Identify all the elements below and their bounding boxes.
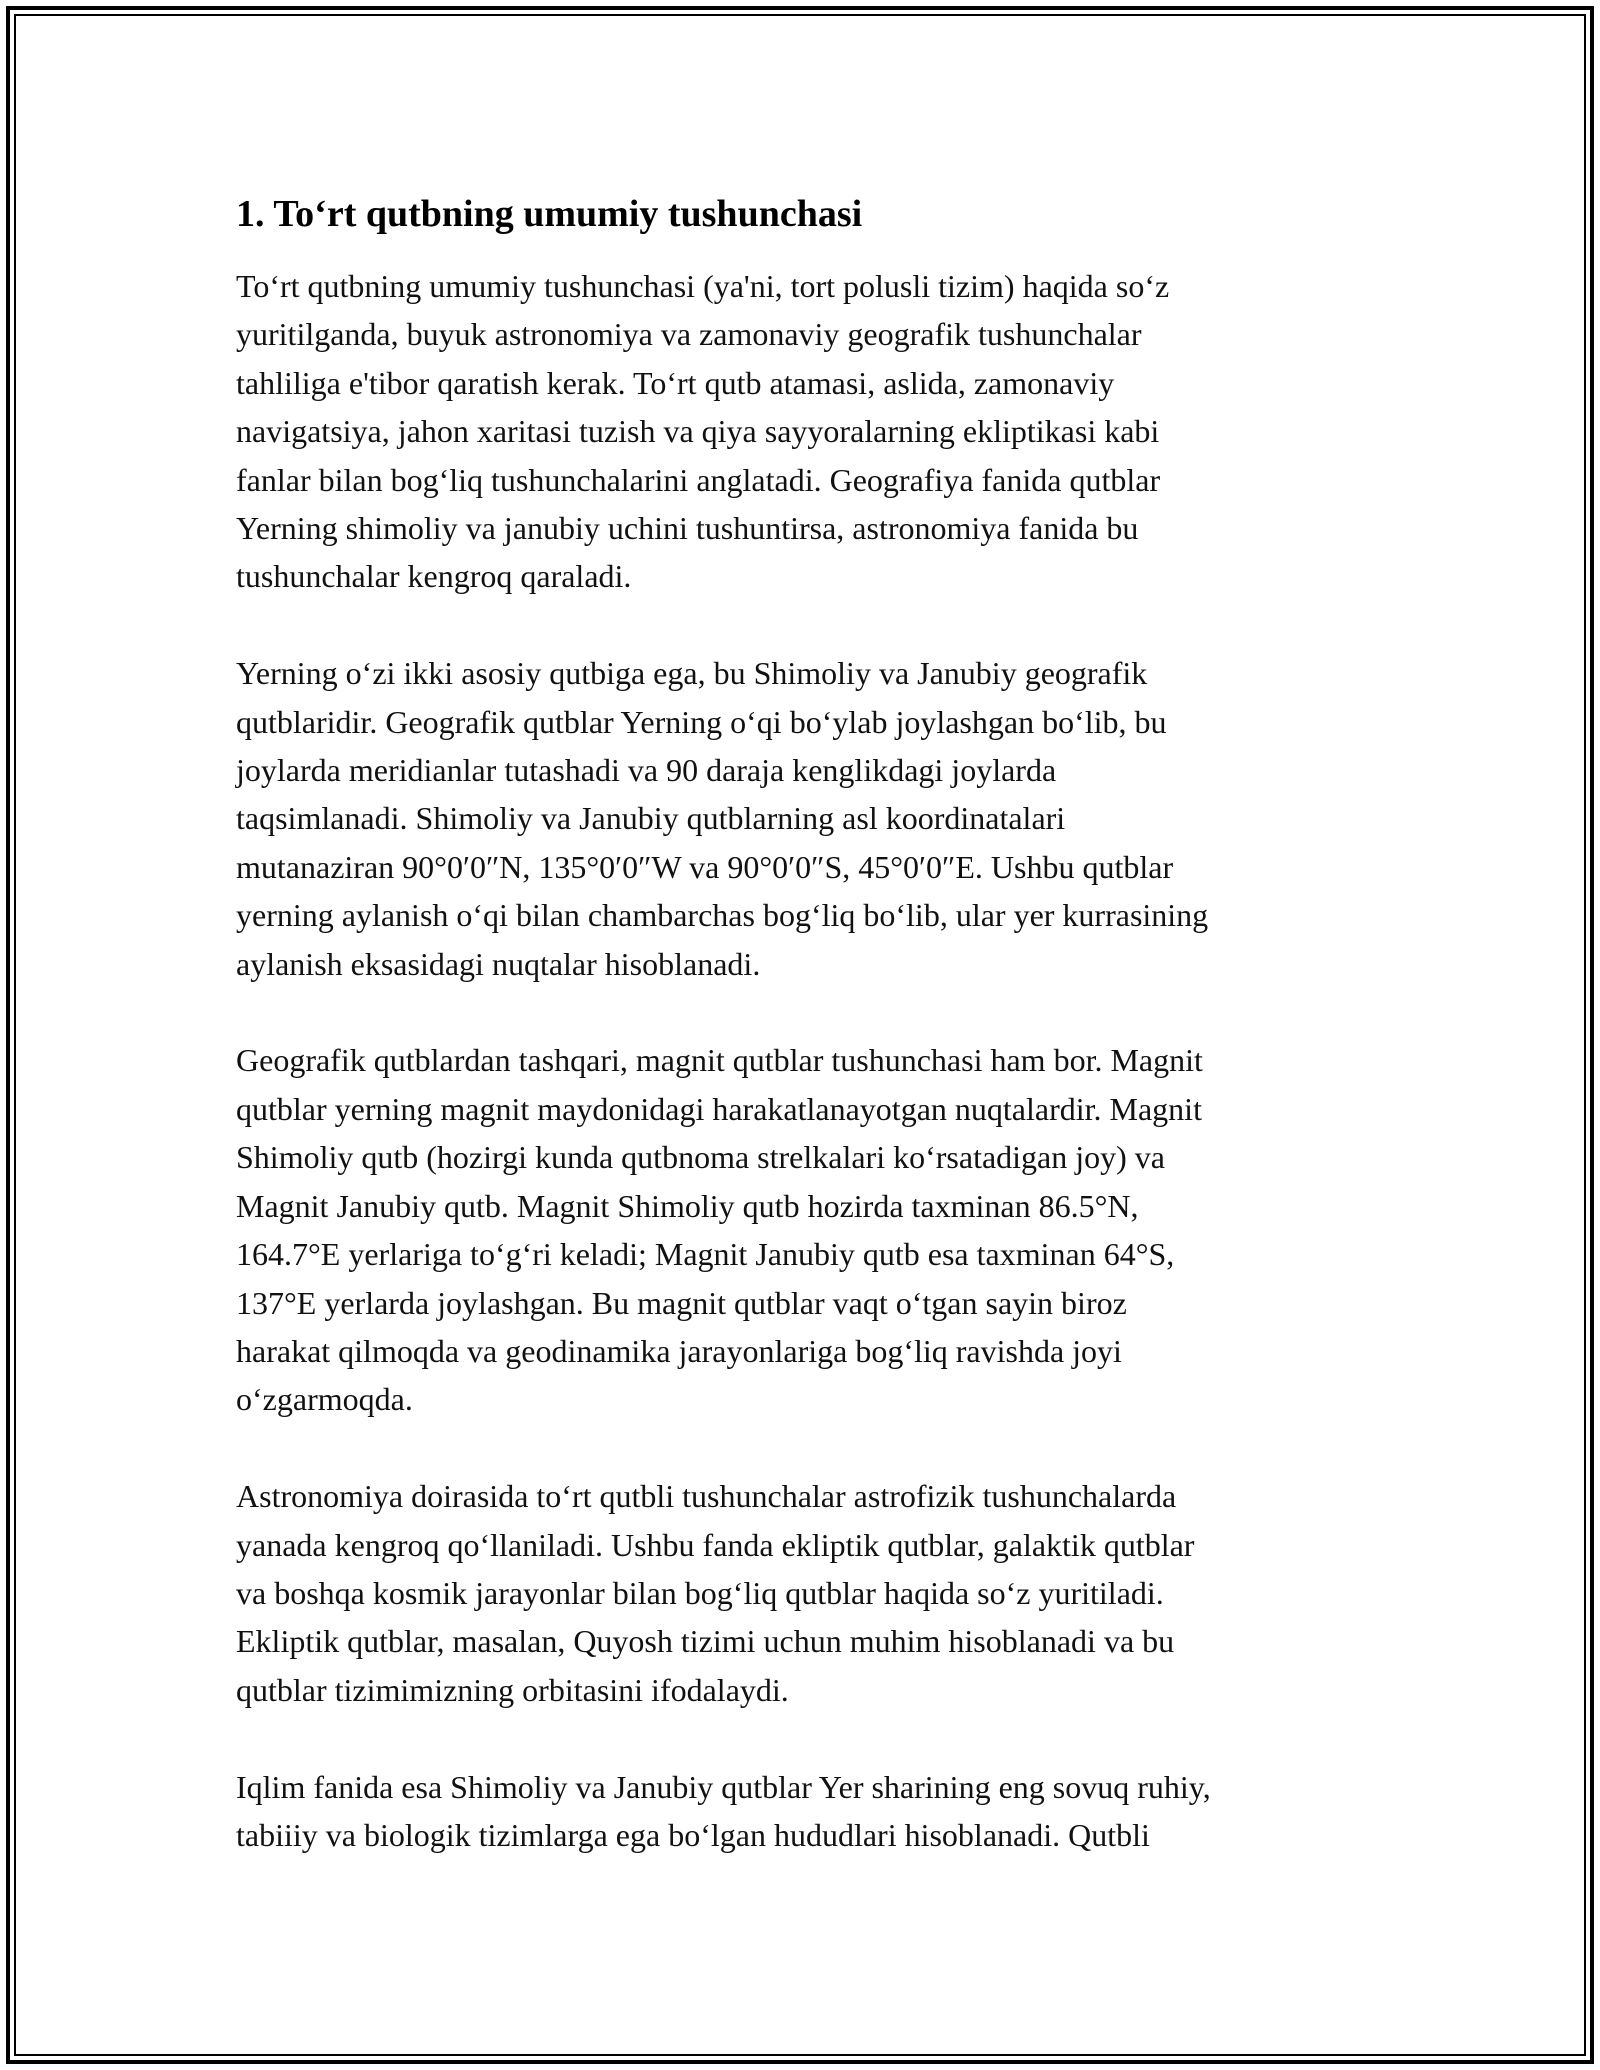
- text-line: yerning aylanish o‘qi bilan chambarchas bog‘liq bo‘lib, ular yer kurrasining: [236, 897, 1209, 934]
- paragraph-5: [236, 1763, 1364, 1860]
- text-line: To‘rt qutbning umumiy tushunchasi (ya'ni, tort polusli tizim) haqida so‘z: [236, 268, 1170, 304]
- text-line: yanada kengroq qo‘llaniladi. Ushbu fanda ekliptik qutblar, galaktik qutblar: [236, 1526, 1195, 1563]
- paragraph-3: [236, 1036, 1364, 1423]
- text-line: Yerning o‘zi ikki asosiy qutbiga ega, bu Shimoliy va Janubiy geografik: [236, 655, 1148, 692]
- paragraph-4: [236, 1472, 1364, 1714]
- text-line: 137°E yerlarda joylashgan. Bu magnit qutblar vaqt o‘tgan sayin biroz: [236, 1284, 1127, 1321]
- paragraph-1: [236, 262, 1364, 601]
- document-body: [236, 186, 1364, 1908]
- text-line: qutblar tizimimizning orbitasini ifodalaydi.: [236, 1671, 789, 1708]
- text-line: navigatsiya, jahon xaritasi tuzish va qiya sayyoralarning ekliptikasi kabi: [236, 413, 1160, 450]
- text-line: mutanaziran 90°0′0″N, 135°0′0″W va 90°0′0″S, 45°0′0″E. Ushbu qutblar: [236, 848, 1174, 885]
- text-line: qutblar yerning magnit maydonidagi harakatlanayotgan nuqtalardir. Magnit: [236, 1090, 1202, 1127]
- text-line: joylarda meridianlar tutashadi va 90 daraja kenglikdagi joylarda: [236, 752, 1057, 789]
- text-line: tushunchalar kengroq qaraladi.: [236, 558, 632, 595]
- text-line: o‘zgarmoqda.: [236, 1381, 413, 1418]
- paragraph-2: [236, 649, 1364, 988]
- text-line: va boshqa kosmik jarayonlar bilan bog‘liq qutblar haqida so‘z yuritiladi.: [236, 1574, 1164, 1611]
- text-line: tabiiiy va biologik tizimlarga ega bo‘lgan hududlari hisoblanadi. Qutbli: [236, 1816, 1150, 1853]
- text-line: taqsimlanadi. Shimoliy va Janubiy qutblarning asl koordinatalari: [236, 800, 1066, 837]
- section-heading: 1. To‘rt qutbning umumiy tushunchasi: [236, 193, 863, 235]
- text-line: Shimoliy qutb (hozirgi kunda qutbnoma strelkalari ko‘rsatadigan joy) va: [236, 1139, 1165, 1176]
- text-line: Geografik qutblardan tashqari, magnit qutblar tushunchasi ham bor. Magnit: [236, 1042, 1203, 1079]
- text-line: Astronomiya doirasida to‘rt qutbli tushunchalar astrofizik tushunchalarda: [236, 1478, 1177, 1515]
- text-line: qutblaridir. Geografik qutblar Yerning o‘qi bo‘ylab joylashgan bo‘lib, bu: [236, 703, 1167, 740]
- text-line: 164.7°E yerlariga to‘g‘ri keladi; Magnit Janubiy qutb esa taxminan 64°S,: [236, 1236, 1175, 1273]
- text-line: Magnit Janubiy qutb. Magnit Shimoliy qutb hozirda taxminan 86.5°N,: [236, 1187, 1139, 1224]
- text-line: harakat qilmoqda va geodinamika jarayonlariga bog‘liq ravishda joyi: [236, 1332, 1122, 1369]
- text-line: fanlar bilan bog‘liq tushunchalarini anglatadi. Geografiya fanida qutblar: [236, 461, 1161, 498]
- text-line: Ekliptik qutblar, masalan, Quyosh tizimi uchun muhim hisoblanadi va bu: [236, 1623, 1175, 1660]
- text-line: yuritilganda, buyuk astronomiya va zamonaviy geografik tushunchalar: [236, 316, 1142, 353]
- text-line: tahliliga e'tibor qaratish kerak. To‘rt qutb atamasi, aslida, zamonaviy: [236, 364, 1115, 401]
- text-line: aylanish eksasidagi nuqtalar hisoblanadi.: [236, 945, 761, 982]
- text-line: Yerning shimoliy va janubiy uchini tushuntirsa, astronomiya fanida bu: [236, 510, 1139, 547]
- text-line: Iqlim fanida esa Shimoliy va Janubiy qutblar Yer sharining eng sovuq ruhiy,: [236, 1768, 1211, 1805]
